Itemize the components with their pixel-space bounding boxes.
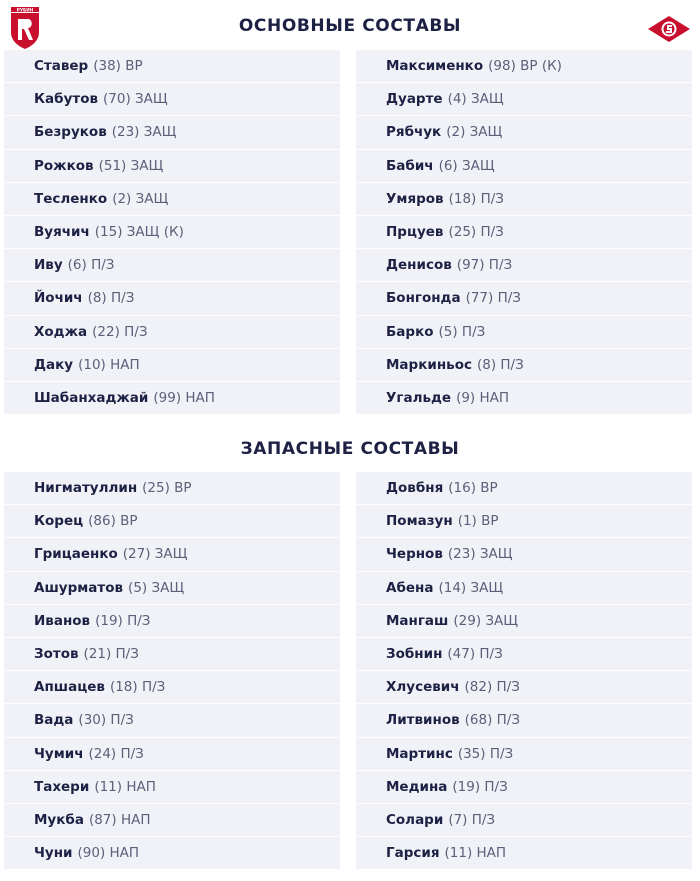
home-player-cell <box>4 316 340 349</box>
player-name: Даку <box>34 356 74 373</box>
home-player-cell <box>4 704 340 737</box>
table-row <box>4 216 696 249</box>
player-name: Барко <box>386 323 434 340</box>
player-name: Чернов <box>386 546 443 563</box>
player-name: Угальде <box>386 389 452 406</box>
player-number-position: (5) П/З <box>438 323 486 340</box>
away-player-cell <box>356 704 692 737</box>
home-player-cell <box>4 472 340 505</box>
away-player-cell <box>356 837 692 870</box>
player-name: Максименко <box>386 58 484 75</box>
table-row <box>4 638 696 671</box>
player-number-position: (25) П/З <box>448 224 504 241</box>
away-player-cell <box>356 249 692 282</box>
home-player-cell <box>4 804 340 837</box>
player-name: Умяров <box>386 190 444 207</box>
away-player-cell <box>356 605 692 638</box>
player-number-position: (77) П/З <box>465 290 521 307</box>
away-player-cell <box>356 282 692 315</box>
home-player-cell <box>4 505 340 538</box>
table-row <box>4 183 696 216</box>
away-player-cell <box>356 150 692 183</box>
away-player-cell <box>356 349 692 382</box>
player-number-position: (97) П/З <box>456 257 513 274</box>
player-name: Мангаш <box>386 612 449 629</box>
player-name: Помазун <box>386 513 453 530</box>
player-name: Маркиньос <box>386 356 472 373</box>
home-player-cell <box>4 349 340 382</box>
player-number-position: (2) ЗАЩ <box>112 190 169 207</box>
player-name: Медина <box>386 778 448 795</box>
player-name: Мартинс <box>386 745 453 762</box>
table-row <box>4 116 696 149</box>
player-number-position: (24) П/З <box>88 745 144 762</box>
player-name: Тесленко <box>34 190 108 207</box>
player-name: Дуарте <box>386 91 443 108</box>
player-name: Гарсия <box>386 845 440 862</box>
player-name: Рябчук <box>386 124 442 141</box>
table-row <box>4 83 696 116</box>
player-name: Денисов <box>386 257 452 274</box>
home-player-cell <box>4 50 340 83</box>
player-number-position: (25) ВР <box>142 480 192 497</box>
away-player-cell <box>356 116 692 149</box>
away-player-cell <box>356 804 692 837</box>
player-name: Зотов <box>34 646 79 663</box>
player-number-position: (10) НАП <box>78 356 140 373</box>
player-name: Прцуев <box>386 224 444 241</box>
table-row <box>4 572 696 605</box>
player-number-position: (2) ЗАЩ <box>446 124 503 141</box>
home-player-cell <box>4 183 340 216</box>
player-number-position: (68) П/З <box>464 712 521 729</box>
player-number-position: (8) П/З <box>476 356 524 373</box>
player-number-position: (90) НАП <box>77 845 140 862</box>
player-name: Хлусевич <box>386 679 460 696</box>
player-name: Ходжа <box>34 323 88 340</box>
player-name: Ставер <box>34 58 89 75</box>
away-player-cell <box>356 216 692 249</box>
player-name: Солари <box>386 811 444 828</box>
away-player-cell <box>356 671 692 704</box>
away-player-cell <box>356 50 692 83</box>
player-number-position: (4) ЗАЩ <box>447 91 504 108</box>
player-number-position: (70) ЗАЩ <box>103 91 168 108</box>
player-number-position: (27) ЗАЩ <box>122 546 188 563</box>
player-name: Корец <box>34 513 84 530</box>
table-row <box>4 150 696 183</box>
player-name: Бабич <box>386 157 434 174</box>
player-number-position: (8) П/З <box>87 290 135 307</box>
table-row <box>4 837 696 870</box>
player-number-position: (86) ВР <box>88 513 138 530</box>
table-row <box>4 771 696 804</box>
player-number-position: (21) П/З <box>83 646 139 663</box>
player-name: Литвинов <box>386 712 460 729</box>
player-name: Зобнин <box>386 646 443 663</box>
away-player-cell <box>356 538 692 571</box>
player-number-position: (18) П/З <box>448 190 504 207</box>
player-name: Иванов <box>34 612 91 629</box>
player-number-position: (22) П/З <box>92 323 148 340</box>
away-player-cell <box>356 505 692 538</box>
subs-title: ЗАПАСНЫЕ СОСТАВЫ <box>240 439 460 459</box>
home-player-cell <box>4 150 340 183</box>
home-player-cell <box>4 216 340 249</box>
player-number-position: (9) НАП <box>456 389 510 406</box>
player-number-position: (23) ЗАЩ <box>111 124 177 141</box>
player-number-position: (19) П/З <box>95 612 151 629</box>
player-name: Иву <box>34 257 63 274</box>
table-row <box>4 704 696 737</box>
player-name: Мукба <box>34 811 84 828</box>
player-name: Безруков <box>34 124 107 141</box>
home-player-cell <box>4 538 340 571</box>
table-row <box>4 316 696 349</box>
away-player-cell <box>356 382 692 415</box>
player-name: Вуячич <box>34 224 90 241</box>
home-player-cell <box>4 671 340 704</box>
starters-table <box>4 50 696 415</box>
player-number-position: (6) П/З <box>67 257 115 274</box>
home-player-cell <box>4 572 340 605</box>
table-row <box>4 50 696 83</box>
player-number-position: (1) ВР <box>457 513 499 530</box>
away-player-cell <box>356 472 692 505</box>
away-player-cell <box>356 572 692 605</box>
player-name: Ашурматов <box>34 579 124 596</box>
table-row <box>4 249 696 282</box>
table-row <box>4 538 696 571</box>
player-name: Кабутов <box>34 91 99 108</box>
player-number-position: (19) П/З <box>452 778 508 795</box>
player-number-position: (11) НАП <box>444 845 507 862</box>
player-number-position: (5) ЗАЩ <box>128 579 185 596</box>
table-row <box>4 349 696 382</box>
table-row <box>4 382 696 415</box>
player-number-position: (15) ЗАЩ (К) <box>94 224 184 241</box>
player-name: Апшацев <box>34 679 105 696</box>
table-row <box>4 738 696 771</box>
away-player-cell <box>356 638 692 671</box>
player-number-position: (16) ВР <box>448 480 498 497</box>
home-player-cell <box>4 837 340 870</box>
home-player-cell <box>4 83 340 116</box>
away-player-cell <box>356 316 692 349</box>
starters-title: ОСНОВНЫЕ СОСТАВЫ <box>238 16 462 36</box>
table-row <box>4 472 696 505</box>
player-number-position: (82) П/З <box>464 679 520 696</box>
home-player-cell <box>4 282 340 315</box>
player-number-position: (35) П/З <box>457 745 514 762</box>
home-player-cell <box>4 605 340 638</box>
player-number-position: (51) ЗАЩ <box>98 157 164 174</box>
player-number-position: (7) П/З <box>448 811 496 828</box>
player-number-position: (98) ВР (К) <box>488 58 562 75</box>
home-player-cell <box>4 738 340 771</box>
player-name: Бонгонда <box>386 290 461 307</box>
player-name: Грицаенко <box>34 546 118 563</box>
player-name: Вада <box>34 712 74 729</box>
subs-table <box>4 472 696 870</box>
home-player-cell <box>4 638 340 671</box>
home-player-cell <box>4 116 340 149</box>
player-name: Йочич <box>34 290 83 307</box>
table-row <box>4 605 696 638</box>
player-name: Нигматуллин <box>34 480 138 497</box>
table-row <box>4 671 696 704</box>
player-name: Шабанхаджай <box>34 389 149 406</box>
home-player-cell <box>4 382 340 415</box>
player-name: Чумич <box>34 745 84 762</box>
player-name: Абена <box>386 579 434 596</box>
away-player-cell <box>356 771 692 804</box>
player-name: Чуни <box>34 845 73 862</box>
player-number-position: (23) ЗАЩ <box>447 546 513 563</box>
player-number-position: (30) П/З <box>78 712 134 729</box>
table-row <box>4 804 696 837</box>
player-number-position: (14) ЗАЩ <box>438 579 504 596</box>
player-name: Рожков <box>34 157 94 174</box>
home-player-cell <box>4 771 340 804</box>
table-row <box>4 282 696 315</box>
player-number-position: (38) ВР <box>93 58 143 75</box>
player-number-position: (99) НАП <box>153 389 215 406</box>
table-row <box>4 505 696 538</box>
home-player-cell <box>4 249 340 282</box>
player-number-position: (6) ЗАЩ <box>438 157 495 174</box>
player-number-position: (29) ЗАЩ <box>453 612 519 629</box>
player-number-position: (18) П/З <box>109 679 166 696</box>
away-player-cell <box>356 83 692 116</box>
svg-text:РУБИН: РУБИН <box>16 7 34 13</box>
player-number-position: (11) НАП <box>94 778 156 795</box>
player-number-position: (47) П/З <box>447 646 503 663</box>
player-number-position: (87) НАП <box>88 811 151 828</box>
away-player-cell <box>356 183 692 216</box>
player-name: Тахери <box>34 778 90 795</box>
away-player-cell <box>356 738 692 771</box>
player-name: Довбня <box>386 480 444 497</box>
